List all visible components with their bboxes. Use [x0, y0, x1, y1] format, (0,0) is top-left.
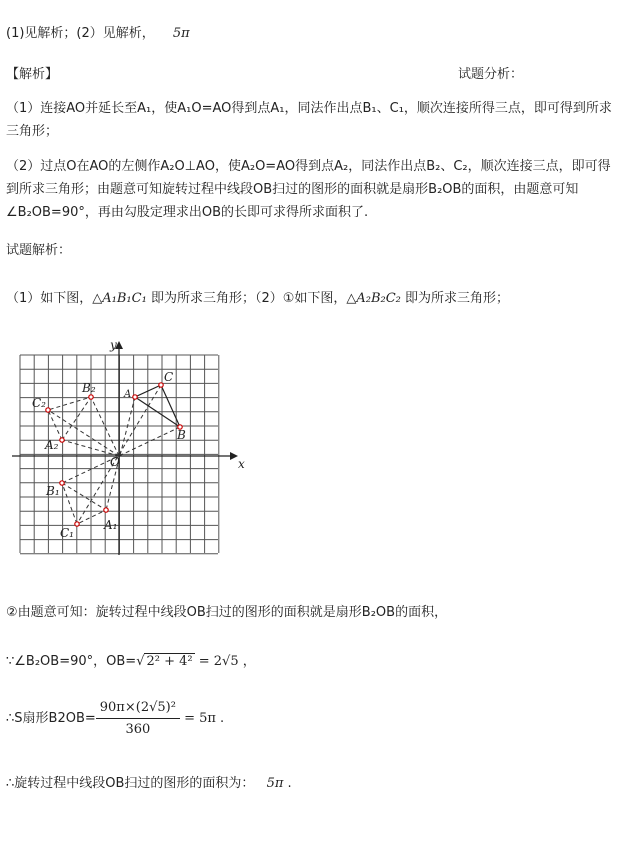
step2-line-2-result: = 2√5: [198, 654, 239, 669]
triangle-A1B1C1: [62, 483, 106, 524]
y-axis-label: y: [110, 338, 117, 352]
sector-area-fraction: [96, 700, 180, 737]
fraction-denominator: 360: [125, 722, 151, 737]
jiexi-heading: 【解析】: [6, 67, 59, 82]
point-C1: [75, 522, 79, 526]
label-C2: C₂: [32, 396, 46, 410]
label-A2: A₂: [45, 438, 59, 452]
label-B1: B₁: [46, 484, 60, 498]
analysis-heading: 试题分析：: [458, 67, 524, 82]
triangle-1-name: A₁B₁C₁: [102, 291, 147, 306]
solution-title: 试题解析：: [6, 243, 72, 258]
label-O: O: [110, 455, 120, 469]
point-C2: [46, 408, 50, 412]
step2-line-4: [6, 772, 292, 791]
step2-line-3-prefix: ∴S扇形B2OB=: [6, 711, 96, 726]
label-C1: C₁: [60, 526, 74, 540]
answer-part2: (2）见解析，: [76, 26, 155, 41]
label-B: B: [177, 428, 186, 442]
analysis-paragraph-2: （2）过点O在AO的左侧作A₂O⊥AO，使A₂O=AO得到点A₂，同法作出点B₂、C₂，顺次连接三点，即可得到所求三角形；由题意可知旋转过程中线段OB扫过的图形的面积就是扇形B₂OB的面积，由题意可知∠B₂OB=90°，再由勾股定理求出OB的长即可求得所求面积了.: [6, 159, 611, 220]
step2-line-2: ∵∠B₂OB=90°，OB=√ 2² + 4² = 2√5 ，: [6, 654, 256, 669]
point-A2: [60, 438, 64, 442]
point-B1: [60, 481, 64, 485]
x-axis-arrow: [230, 452, 238, 460]
step2-line-4-end: .: [287, 776, 292, 791]
solution-line-1-b: 即为所求三角形；（2）①如下图，△: [146, 291, 357, 306]
answer-line: [6, 22, 190, 41]
point-C: [159, 383, 163, 387]
label-A1: A₁: [104, 518, 118, 532]
step2-line-3: ∴S扇形B2OB= $\frac{\text{90π×(2√5)²}}{360}$ = 5π .: [6, 700, 225, 737]
step2-radicand: 2² + 4²: [146, 654, 193, 669]
step2-line-2-prefix: ∵∠B₂OB=90°，OB=: [6, 654, 137, 669]
solution-line-1-a: （1）如下图，△: [6, 291, 103, 306]
fraction-numerator: 90π×(2√5)²: [96, 700, 180, 719]
step2-line-4-text: ∴旋转过程中线段OB扫过的图形的面积为：: [6, 776, 255, 791]
label-B2: B₂: [82, 381, 96, 395]
solution-line-1-c: 即为所求三角形；: [400, 291, 510, 306]
x-axis-label: x: [238, 457, 245, 471]
point-B2: [89, 395, 93, 399]
solution-line-1: [6, 287, 509, 306]
label-C: C: [164, 370, 174, 384]
coordinate-figure: [0, 335, 250, 565]
triangle-2-name: A₂B₂C₂: [356, 291, 401, 306]
step2-line-4-value: 5π: [266, 776, 284, 791]
triangle-A2B2C2: [48, 397, 91, 440]
step2-line-3-result: = 5π: [184, 711, 216, 726]
answer-part1: (1)见解析；: [6, 26, 77, 41]
step2-line-1: ②由题意可知：旋转过程中线段OB扫过的图形的面积就是扇形B₂OB的面积，: [6, 605, 448, 620]
analysis-paragraph-1: （1）连接AO并延长至A₁，使A₁O=AO得到点A₁，同法作出点B₁、C₁，顺次连接所得三点，即可得到所求三角形；: [6, 101, 612, 139]
point-A1: [104, 508, 108, 512]
label-A: A: [124, 389, 132, 400]
answer-value: 5π: [172, 26, 190, 41]
point-A: [133, 395, 137, 399]
